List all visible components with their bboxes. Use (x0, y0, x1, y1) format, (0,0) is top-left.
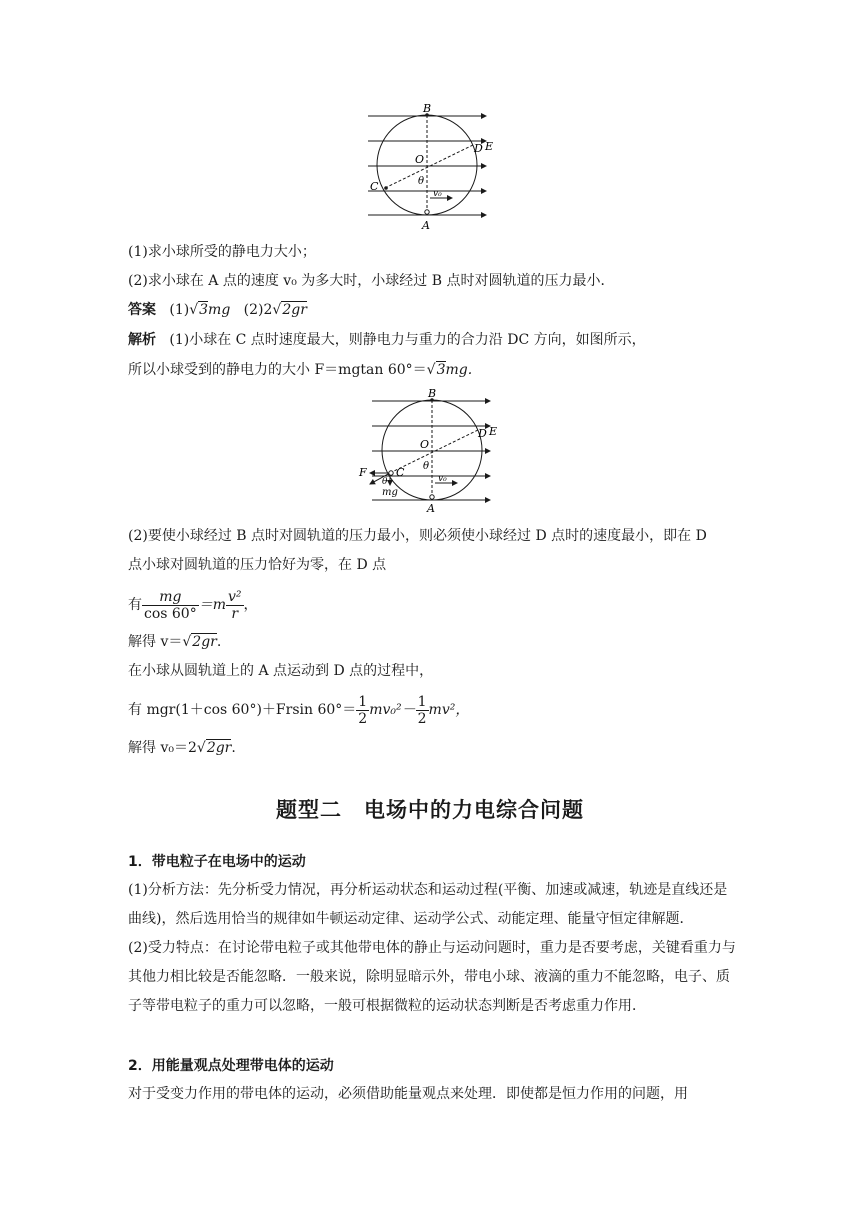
eq1-denominator: cos 60° (144, 605, 197, 622)
eq2-d2: 2 (417, 710, 427, 727)
eq2-mid: mv₀²－ (369, 702, 416, 718)
eq2-half-2 (416, 694, 429, 727)
eq1-prefix: 有 (128, 597, 142, 613)
eq1-suffix: ， (243, 597, 258, 613)
sol1-radicand: 2gr (192, 634, 217, 650)
label-E: E (489, 425, 498, 438)
label-theta-2: θ (382, 477, 388, 487)
part2-line-3: 在小球从圆轨道上的 A 点运动到 D 点的过程中， (128, 663, 434, 679)
sol2-suffix: . (231, 740, 236, 756)
label-C: C (370, 180, 379, 193)
eq2-n1: 1 (358, 693, 368, 710)
analysis-suffix: mg. (445, 362, 473, 378)
eq1-numerator: mg (142, 589, 199, 606)
answer-1-suffix: mg (208, 302, 231, 318)
answer-1-radicand: 3 (199, 302, 209, 318)
analysis-text-2: 所以小球受到的静电力的大小 F＝mgtan 60°＝ (128, 362, 427, 378)
eq1-fraction-2 (226, 589, 244, 622)
section-1-paragraph-1: (1)分析方法：先分析受力情况，再分析运动状态和运动过程(平衡、加速或减速，轨迹是直线还是曲线)，然后选用恰当的规律如牛顿运动定律、运动学公式、动能定理、能量守恒定律解题． (128, 882, 728, 927)
label-O: O (420, 438, 430, 451)
eq1-denominator-2: r (231, 605, 239, 622)
label-v0: v₀ (438, 474, 447, 484)
equation-2 (128, 690, 469, 730)
eq2-half-1 (356, 694, 369, 727)
answer-2-prefix: (2)2 (243, 302, 273, 318)
part2-line-1: (2)要使小球经过 B 点时对圆轨道的压力最小，则必须使小球经过 D 点时的速度最小，即在 D (128, 528, 707, 544)
label-O: O (415, 153, 425, 166)
analysis-text-1: (1)小球在 C 点时速度最大，则静电力与重力的合力沿 DC 方向，如图所示， (169, 332, 646, 348)
label-A: A (422, 219, 430, 232)
section-title: 题型二 电场中的力电综合问题 (276, 798, 584, 822)
label-mg: mg (382, 487, 398, 498)
eq2-prefix: 有 mgr(1＋cos 60°)＋Frsin 60°＝ (128, 702, 357, 718)
label-D: D (474, 142, 483, 155)
sol2-prefix: 解得 v₀＝2 (128, 740, 197, 756)
label-B: B (423, 102, 432, 115)
eq1-mid: ＝m (198, 597, 226, 613)
label-theta: θ (418, 176, 425, 187)
label-v0: v₀ (433, 189, 442, 199)
equation-1 (128, 585, 258, 625)
answer-1-prefix: (1) (169, 302, 190, 318)
eq2-d1: 2 (358, 710, 368, 727)
sol1-suffix: . (216, 634, 222, 650)
part2-line-2: 点小球对圆轨道的压力恰好为零，在 D 点 (128, 557, 387, 573)
label-theta: θ (423, 461, 430, 472)
sol2-radicand: 2gr (206, 740, 232, 756)
solution-2: 解得 v₀＝2√2gr. (128, 740, 236, 756)
label-B: B (428, 387, 437, 400)
question-1: (1)求小球所受的静电力大小； (128, 244, 316, 260)
answer-line: 答案 (1)√3mg (2)2√2gr (128, 302, 307, 318)
section-1-title: 1．带电粒子在电场中的运动 (128, 854, 306, 870)
answer-2-radicand: 2gr (282, 302, 307, 318)
label-E: E (485, 140, 494, 153)
sol1-prefix: 解得 v＝ (128, 634, 183, 650)
analysis-label: 解析 (128, 332, 156, 348)
solution-1: 解得 v＝√2gr. (128, 634, 222, 650)
label-A: A (427, 502, 435, 515)
analysis-line-1 (128, 330, 646, 350)
section-2-paragraph-1: 对于受变力作用的带电体的运动，必须借助能量观点来处理．即使都是恒力作用的问题，用 (128, 1086, 688, 1102)
figure-1-circle-diagram (360, 100, 500, 235)
label-F: F (359, 466, 367, 479)
label-C: C (396, 466, 405, 479)
analysis-radicand: 3 (436, 362, 446, 378)
eq2-suffix: mv²， (428, 702, 470, 718)
analysis-line-2: 所以小球受到的静电力的大小 F＝mgtan 60°＝√3mg. (128, 362, 473, 378)
section-2-title: 2．用能量观点处理带电体的运动 (128, 1058, 334, 1074)
answer-label: 答案 (128, 302, 156, 318)
section-1-paragraph-2: (2)受力特点：在讨论带电粒子或其他带电体的静止与运动问题时，重力是否要考虑，关键看重力与其他力相比较是否能忽略．一般来说，除明显暗示外，带电小球、液滴的重力不能忽略，电子、质子等带电粒子的重力可以忽略，一般可根据微粒的运动状态判断是否考虑重力作用． (128, 940, 736, 1014)
eq1-fraction (142, 589, 199, 622)
eq1-numerator-2: v² (228, 588, 242, 605)
question-2: (2)求小球在 A 点的速度 v₀ 为多大时，小球经过 B 点时对圆轨道的压力最小． (128, 273, 615, 289)
label-D: D (478, 427, 487, 440)
eq2-n2: 1 (417, 693, 427, 710)
figure-2-force-diagram (352, 385, 512, 517)
